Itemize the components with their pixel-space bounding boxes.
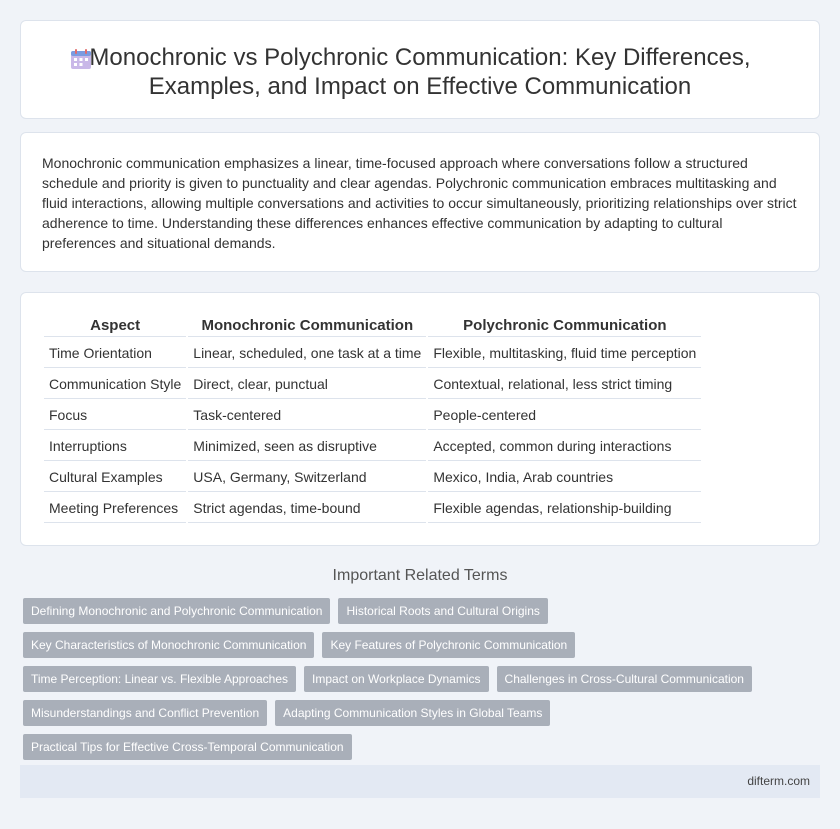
table-cell: Contextual, relational, less strict timing — [428, 370, 701, 399]
column-header-polychronic: Polychronic Communication — [428, 313, 701, 337]
table-cell: Time Orientation — [44, 339, 186, 368]
table-cell: Flexible agendas, relationship-building — [428, 494, 701, 523]
related-term-tag[interactable]: Key Features of Polychronic Communication — [322, 632, 575, 658]
table-cell: Flexible, multitasking, fluid time perception — [428, 339, 701, 368]
table-cell: Interruptions — [44, 432, 186, 461]
intro-card — [20, 132, 820, 272]
table-row — [44, 370, 701, 399]
footer — [20, 765, 820, 798]
related-term-tag[interactable]: Challenges in Cross-Cultural Communication — [497, 666, 752, 692]
related-term-tag[interactable]: Misunderstandings and Conflict Prevention — [23, 700, 267, 726]
intro-paragraph: Monochronic communication emphasizes a linear, time-focused approach where conversations follow a structured schedule and priority is given to punctuality and clear agendas. Polychronic communication embraces multitasking and fluid interactions, allowing multiple conversations and activities to occur simultaneously, prioritizing relationships over strict adherence to time. Understanding these differences enhances effective communication by adapting to cultural preferences and situational demands. — [42, 155, 797, 251]
column-header-monochronic: Monochronic Communication — [188, 313, 426, 337]
related-term-tag[interactable]: Impact on Workplace Dynamics — [304, 666, 489, 692]
footer-site-link[interactable]: difterm.com — [747, 774, 810, 788]
comparison-table — [42, 311, 703, 525]
related-terms-list — [23, 598, 783, 760]
comparison-card — [20, 292, 820, 546]
table-cell: Cultural Examples — [44, 463, 186, 492]
related-term-tag[interactable]: Practical Tips for Effective Cross-Temporal Communication — [23, 734, 352, 760]
related-term-tag[interactable]: Adapting Communication Styles in Global Teams — [275, 700, 550, 726]
header-card — [20, 20, 820, 119]
table-cell: People-centered — [428, 401, 701, 430]
table-cell: Task-centered — [188, 401, 426, 430]
page-title-line1: Monochronic vs Polychronic Communication: Key Differences, — [89, 44, 751, 71]
related-term-tag[interactable]: Time Perception: Linear vs. Flexible Approaches — [23, 666, 296, 692]
page-title-line2: Examples, and Impact on Effective Communication — [148, 73, 692, 100]
table-cell: Mexico, India, Arab countries — [428, 463, 701, 492]
table-cell: Meeting Preferences — [44, 494, 186, 523]
table-cell: Focus — [44, 401, 186, 430]
table-row — [44, 494, 701, 523]
table-header-row — [44, 313, 701, 337]
table-row — [44, 401, 701, 430]
table-cell: USA, Germany, Switzerland — [188, 463, 426, 492]
related-term-tag[interactable]: Defining Monochronic and Polychronic Communication — [23, 598, 330, 624]
related-term-tag[interactable]: Historical Roots and Cultural Origins — [338, 598, 547, 624]
table-row — [44, 463, 701, 492]
related-term-tag[interactable]: Key Characteristics of Monochronic Communication — [23, 632, 314, 658]
table-cell: Linear, scheduled, one task at a time — [188, 339, 426, 368]
table-row — [44, 432, 701, 461]
page-title — [89, 43, 750, 101]
table-row — [44, 339, 701, 368]
related-terms-heading: Important Related Terms — [332, 567, 508, 584]
table-cell: Minimized, seen as disruptive — [188, 432, 426, 461]
column-header-aspect: Aspect — [44, 313, 186, 337]
table-cell: Direct, clear, punctual — [188, 370, 426, 399]
table-cell: Accepted, common during interactions — [428, 432, 701, 461]
table-cell: Communication Style — [44, 370, 186, 399]
table-cell: Strict agendas, time-bound — [188, 494, 426, 523]
